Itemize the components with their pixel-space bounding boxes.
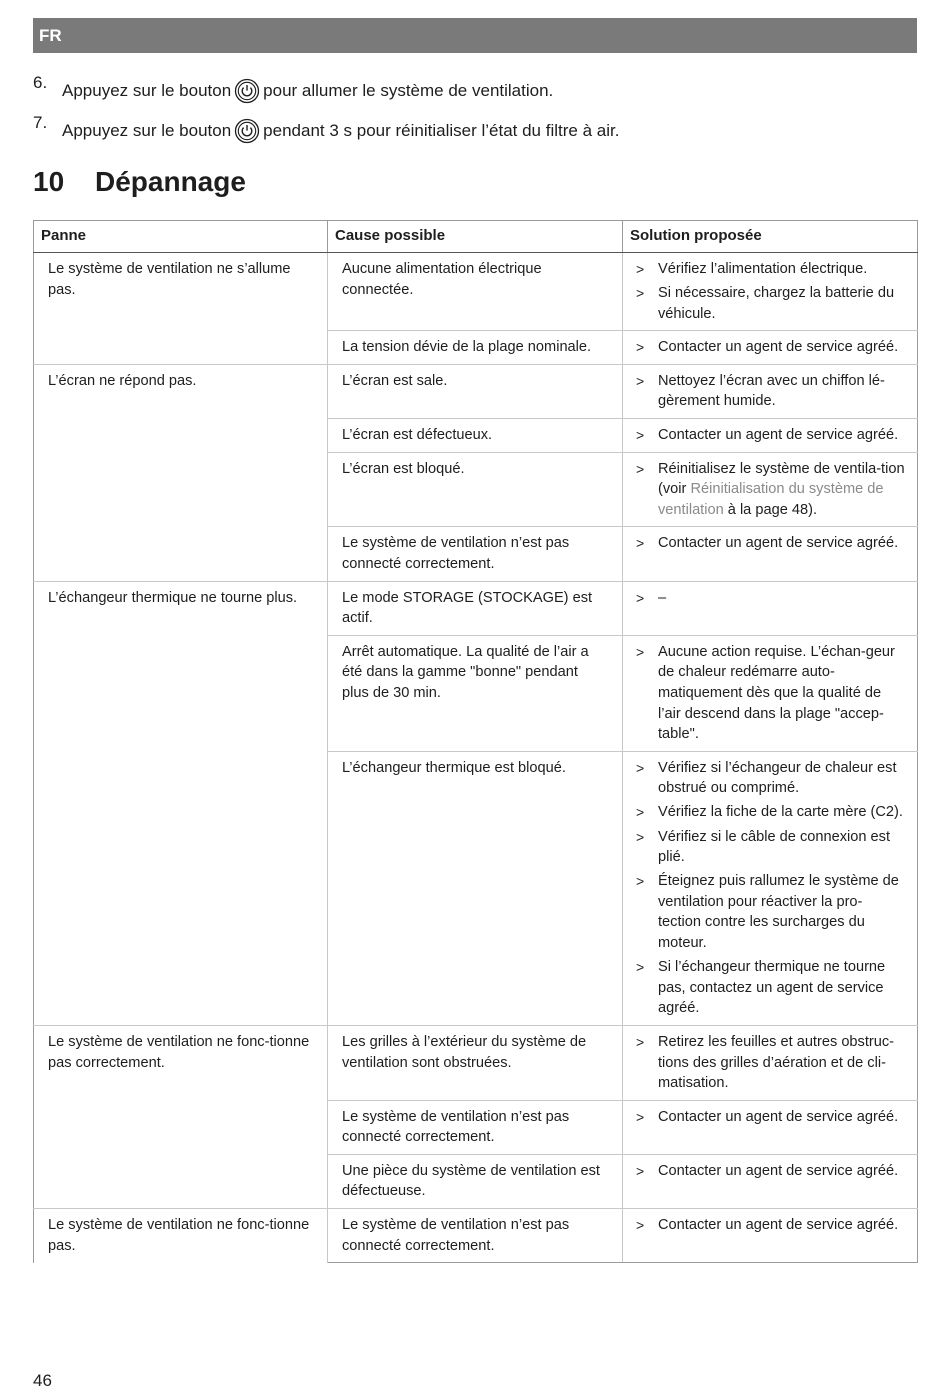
- solution-cell: [623, 253, 918, 331]
- section-title: [33, 165, 246, 199]
- step-text-after: pour allumer le système de ventilation.: [263, 81, 554, 100]
- solution-item: > Contacter un agent de service agréé.: [635, 1161, 905, 1182]
- solution-cell: [623, 527, 918, 581]
- power-icon: [234, 118, 260, 144]
- chevron-right-icon: >: [636, 804, 645, 821]
- cause-cell: L’écran est défectueux.: [328, 419, 623, 453]
- page-number: 46: [33, 1371, 52, 1390]
- step-text-after: pendant 3 s pour réinitialiser l’état du filtre à air.: [263, 121, 620, 140]
- table-header-row: [34, 221, 918, 253]
- header-solution: Solution proposée: [623, 221, 918, 253]
- solution-cell: [623, 364, 918, 418]
- fault-cell: L’écran ne répond pas.: [34, 364, 328, 581]
- chevron-right-icon: >: [636, 959, 645, 976]
- step-number: 6.: [33, 73, 48, 92]
- solution-cell: [623, 635, 918, 751]
- chevron-right-icon: >: [636, 261, 645, 277]
- solution-item: > Vérifiez la fiche de la carte mère (C2).: [635, 802, 905, 823]
- solution-item: > Contacter un agent de service agréé.: [635, 337, 905, 358]
- solution-cell: [623, 1209, 918, 1263]
- header-cause: Cause possible: [328, 221, 623, 253]
- chevron-right-icon: >: [636, 873, 645, 890]
- chevron-right-icon: >: [636, 589, 645, 606]
- solution-item: > Vérifiez l’alimentation électrique.: [635, 259, 905, 280]
- cause-cell: Le système de ventilation n’est pas connecté correctement.: [328, 1209, 623, 1263]
- cause-cell: L’écran est sale.: [328, 364, 623, 418]
- cross-reference-link[interactable]: Réinitialisation du système de ventilation: [658, 481, 884, 518]
- troubleshooting-table: [33, 220, 918, 1263]
- cause-cell: Aucune alimentation électrique connectée.: [328, 253, 623, 331]
- cause-cell: Le mode STORAGE (STOCKAGE) est actif.: [328, 581, 623, 635]
- step-number: 7.: [33, 113, 48, 132]
- chevron-right-icon: >: [636, 643, 645, 660]
- cause-cell: Le système de ventilation n’est pas connecté correctement.: [328, 1100, 623, 1154]
- cause-cell: Le système de ventilation n’est pas connecté correctement.: [328, 527, 623, 581]
- chevron-right-icon: >: [636, 460, 645, 477]
- chevron-right-icon: >: [636, 372, 645, 389]
- chevron-right-icon: >: [636, 285, 645, 302]
- table-row: [34, 253, 918, 331]
- solution-item: > Contacter un agent de service agréé.: [635, 1215, 905, 1236]
- solution-item: > Aucune action requise. L’échan-geur de chaleur redémarre auto-matiquement dès que la qualité de l’air descend dans la plage "accep-table".: [635, 642, 905, 745]
- cause-cell: L’échangeur thermique est bloqué.: [328, 751, 623, 1025]
- cause-cell: Les grilles à l’extérieur du système de ventilation sont obstruées.: [328, 1025, 623, 1100]
- solution-item: > Contacter un agent de service agréé.: [635, 533, 905, 554]
- solution-item: > Vérifiez si le câble de connexion est plié.: [635, 827, 905, 868]
- solution-item: > Retirez les feuilles et autres obstruc-tions des grilles d’aération et de cli-matisation.: [635, 1032, 905, 1094]
- cause-cell: La tension dévie de la plage nominale.: [328, 331, 623, 365]
- step-text-before: Appuyez sur le bouton: [62, 121, 232, 140]
- solution-item: > –: [635, 588, 905, 609]
- solution-item: > Si nécessaire, chargez la batterie du véhicule.: [635, 283, 905, 324]
- solution-item: > Nettoyez l’écran avec un chiffon lé-gèrement humide.: [635, 371, 905, 412]
- solution-item: > Contacter un agent de service agréé.: [635, 425, 905, 446]
- table-row: [34, 364, 918, 418]
- step-text-before: Appuyez sur le bouton: [62, 81, 232, 100]
- header-fault: Panne: [34, 221, 328, 253]
- chevron-right-icon: >: [636, 339, 645, 356]
- fault-cell: Le système de ventilation ne s’allume pas.: [34, 253, 328, 365]
- solution-cell: [623, 1154, 918, 1208]
- chevron-right-icon: >: [636, 1217, 645, 1234]
- language-bar: [33, 18, 917, 53]
- cause-cell: L’écran est bloqué.: [328, 452, 623, 527]
- solution-item: > Vérifiez si l’échangeur de chaleur est obstrué ou comprimé.: [635, 758, 905, 799]
- solution-item: > Éteignez puis rallumez le système de ventilation pour réactiver la pro-tection contre les surcharges du moteur.: [635, 871, 905, 953]
- power-icon: [234, 78, 260, 104]
- chevron-right-icon: >: [636, 427, 645, 444]
- fault-cell: L’échangeur thermique ne tourne plus.: [34, 581, 328, 1025]
- fault-cell: Le système de ventilation ne fonc-tionne pas correctement.: [34, 1025, 328, 1208]
- section-number: 10: [33, 166, 65, 197]
- language-label: FR: [39, 26, 62, 45]
- table-row: [34, 581, 918, 635]
- solution-cell: [623, 581, 918, 635]
- solution-cell: [623, 1100, 918, 1154]
- chevron-right-icon: >: [636, 759, 645, 776]
- section-heading: Dépannage: [95, 166, 246, 197]
- table-row: [34, 1025, 918, 1100]
- cause-cell: Arrêt automatique. La qualité de l’air a été dans la gamme "bonne" pendant plus de 30 min.: [328, 635, 623, 751]
- solution-item: > Réinitialisez le système de ventila-tion (voir Réinitialisation du système de ventilation à la page 48).: [635, 459, 905, 521]
- solution-cell: [623, 419, 918, 453]
- chevron-right-icon: >: [636, 1033, 645, 1050]
- chevron-right-icon: >: [636, 828, 645, 845]
- solution-cell: [623, 751, 918, 1025]
- fault-cell: Le système de ventilation ne fonc-tionne pas.: [34, 1209, 328, 1263]
- solution-cell: [623, 331, 918, 365]
- solution-item: > Contacter un agent de service agréé.: [635, 1107, 905, 1128]
- solution-item: > Si l’échangeur thermique ne tourne pas, contactez un agent de service agréé.: [635, 957, 905, 1019]
- table-row: [34, 1209, 918, 1263]
- chevron-right-icon: >: [636, 1162, 645, 1179]
- chevron-right-icon: >: [636, 535, 645, 552]
- solution-cell: [623, 1025, 918, 1100]
- cause-cell: Une pièce du système de ventilation est défectueuse.: [328, 1154, 623, 1208]
- solution-cell: [623, 452, 918, 527]
- chevron-right-icon: >: [636, 1108, 645, 1125]
